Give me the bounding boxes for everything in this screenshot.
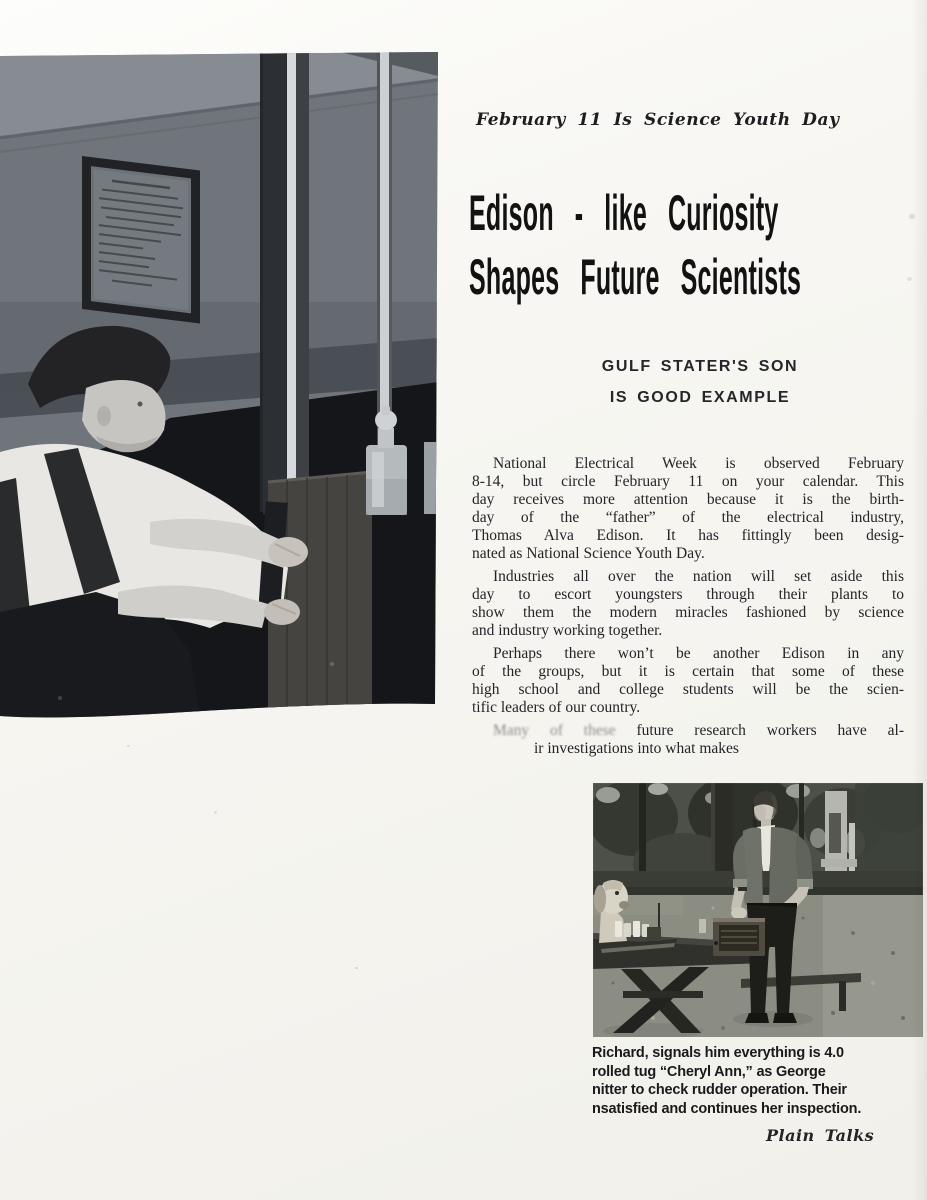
text-line: Industries all over the nation will set aside this [493, 568, 904, 585]
text-line: day to escort youngsters through their plants to [472, 586, 904, 603]
outdoor-photo [593, 783, 923, 1037]
text-line: nated as National Science Youth Day. [472, 545, 705, 562]
text-line: National Electrical Week is observed February [493, 455, 904, 472]
outdoor-photo-illustration [593, 783, 923, 1037]
faded-text: Many of these [493, 722, 616, 739]
text-line: tific leaders of our country. [472, 699, 641, 716]
lab-photo [0, 52, 438, 722]
text-line [472, 722, 904, 740]
text-line: nitter to check rudder operation. Their [592, 1082, 847, 1099]
text-line: day of the “father” of the electrical industry, [472, 509, 904, 526]
paper-speck [127, 745, 130, 747]
framed-sign [82, 156, 200, 323]
radio-transmitter-box [713, 918, 765, 956]
kicker: February 11 Is Science Youth Day [476, 110, 840, 130]
lab-photo-illustration [0, 52, 438, 722]
paragraph [472, 645, 904, 717]
text-line: of the groups, but it is certain that some of these [472, 663, 904, 680]
text-line: high school and college students will be the scien- [472, 681, 904, 698]
text-line: Perhaps there won’t be another Edison in any [493, 645, 904, 662]
text-line: rolled tug “Cheryl Ann,” as George [592, 1063, 826, 1080]
article-body [472, 455, 904, 763]
paper-speck [355, 967, 358, 969]
paper-speck [214, 811, 217, 814]
text-line: nsatisfied and continues her inspection. [592, 1100, 862, 1117]
glass-bottle-partial [424, 442, 438, 514]
text-line: ir investigations into what makes [534, 740, 739, 757]
headline-line-2: Shapes Future Scientists [469, 249, 802, 305]
text-line: Thomas Alva Edison. It has fittingly been desig- [472, 527, 904, 544]
text-line: show them the modern miracles fashioned by science [472, 604, 904, 621]
text-line: 8-14, but circle February 11 on your calendar. This [472, 473, 904, 490]
building-background [821, 783, 923, 878]
page-edge-shade [911, 0, 927, 1200]
headline-line-1: Edison - like Curiosity [469, 185, 779, 241]
publication-credit: Plain Talks [766, 1126, 875, 1145]
subhead-line-2: IS GOOD EXAMPLE [609, 389, 791, 406]
paragraph [472, 455, 904, 563]
text-line: Richard, signals him everything is 4.0 [592, 1045, 844, 1061]
paragraph [472, 568, 904, 640]
photo-caption [592, 1044, 870, 1118]
subhead [500, 351, 900, 413]
paragraph-partial [472, 722, 904, 758]
subhead-line-1: GULF STATER'S SON [601, 358, 799, 375]
text-line: and industry working together. [472, 622, 663, 639]
text-fragment: future research workers have al- [615, 722, 904, 739]
text-line: day receives more attention because it is the birth- [472, 491, 904, 508]
headline [469, 181, 927, 309]
